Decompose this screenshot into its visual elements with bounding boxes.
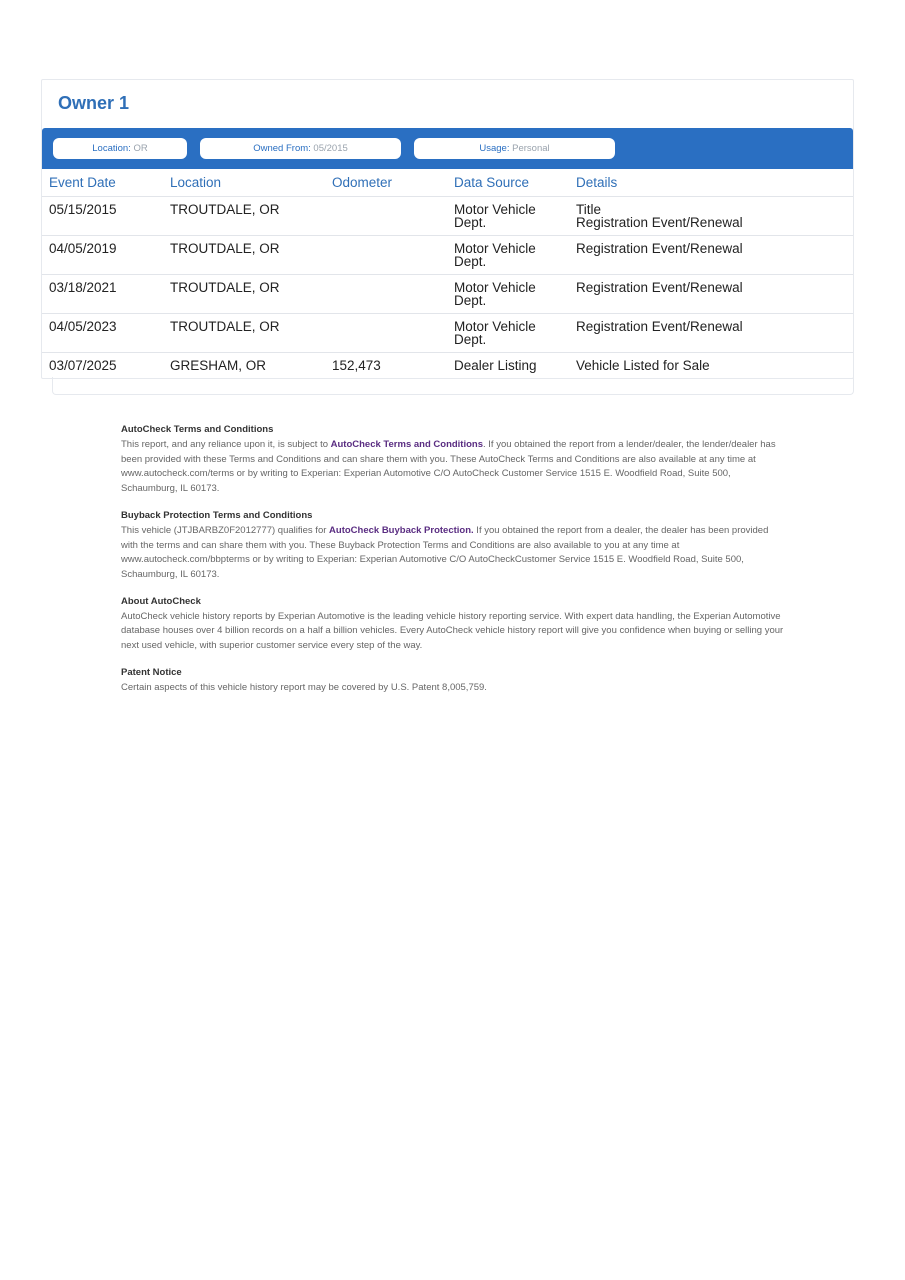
autocheck-terms-link[interactable]: AutoCheck Terms and Conditions — [330, 439, 484, 450]
details-cell — [569, 197, 853, 236]
location-pill — [53, 138, 187, 159]
location-pill-label: Location: — [92, 143, 131, 154]
details-line: Title — [576, 202, 602, 217]
patent-notice-text: Certain aspects of this vehicle history report may be covered by U.S. Patent 8,005,759. — [121, 681, 487, 693]
owner-card-footer-edge — [52, 377, 854, 395]
owner-title: Owner 1 — [58, 93, 130, 113]
column-header-data-source: Data Source — [447, 169, 569, 197]
location-cell: GRESHAM, OR — [170, 358, 267, 373]
usage-pill-label: Usage: — [479, 143, 510, 154]
location-cell: TROUTDALE, OR — [163, 275, 325, 314]
autocheck-terms-block — [121, 423, 786, 497]
location-pill-value: OR — [133, 143, 148, 154]
ownership-history-table — [42, 169, 853, 380]
data-source-line: Motor Vehicle — [454, 202, 536, 217]
table-row — [42, 353, 853, 381]
data-source-cell — [447, 197, 569, 236]
data-source-line: Dept. — [454, 292, 487, 308]
data-source-line: Dept. — [454, 331, 487, 347]
table-header-row — [42, 169, 853, 197]
about-autocheck-block — [121, 595, 786, 654]
buyback-terms-text-before: This vehicle (JTJBARBZ0F2012777) qualifies for — [121, 524, 330, 536]
autocheck-terms-text — [121, 438, 786, 497]
data-source-line: Motor Vehicle — [454, 280, 536, 295]
patent-notice-heading: Patent Notice — [121, 666, 182, 678]
data-source-line: Dept. — [454, 253, 487, 269]
details-line: Registration Event/Renewal — [576, 280, 743, 295]
details-cell — [569, 236, 853, 275]
event-date-cell: 03/18/2021 — [42, 275, 163, 314]
details-line: Registration Event/Renewal — [576, 241, 743, 256]
owner-card — [41, 79, 854, 379]
data-source-line: Motor Vehicle — [454, 319, 536, 334]
table-row — [42, 236, 853, 275]
table-row — [42, 275, 853, 314]
location-cell: TROUTDALE, OR — [163, 236, 325, 275]
autocheck-terms-text-before: This report, and any reliance upon it, is subject to — [121, 439, 331, 450]
data-source-cell — [447, 236, 569, 275]
details-line: Registration Event/Renewal — [576, 214, 743, 230]
buyback-protection-link[interactable]: AutoCheck Buyback Protection. — [329, 524, 474, 536]
odometer-cell: 152,473 — [332, 358, 381, 373]
autocheck-terms-text-after: . If you obtained the report from a lender/dealer, the lender/dealer has been provided with these Terms and Conditions and can share them with you. These AutoCheck Terms and Conditions are also available at any time at www.autocheck.com/terms or by writing to Experian: Experian Automotive C/O AutoCheck Customer Service 1515 E. Woodfield Road, Suite 500, Schaumburg, IL 60173. — [121, 439, 776, 495]
column-header-odometer: Odometer — [325, 169, 447, 197]
buyback-terms-block — [121, 509, 786, 583]
event-date-cell: 05/15/2015 — [42, 197, 163, 236]
location-cell: TROUTDALE, OR — [163, 314, 325, 353]
odometer-cell — [325, 236, 447, 275]
details-cell — [569, 275, 853, 314]
event-date-cell: 04/05/2023 — [42, 314, 163, 353]
buyback-terms-text — [121, 524, 786, 583]
event-date-cell: 03/07/2025 — [49, 358, 117, 373]
column-header-details: Details — [569, 169, 853, 197]
data-source-cell — [447, 275, 569, 314]
buyback-terms-heading: Buyback Protection Terms and Conditions — [121, 509, 313, 521]
column-header-event-date: Event Date — [42, 169, 163, 197]
patent-notice-block — [121, 666, 786, 696]
owned-from-pill — [200, 138, 401, 159]
autocheck-terms-heading: AutoCheck Terms and Conditions — [121, 424, 274, 435]
table-row — [42, 314, 853, 353]
usage-pill-value: Personal — [512, 143, 550, 154]
odometer-cell — [325, 314, 447, 353]
event-date-cell: 04/05/2019 — [42, 236, 163, 275]
location-cell: TROUTDALE, OR — [163, 197, 325, 236]
usage-pill — [414, 138, 615, 159]
about-autocheck-heading: About AutoCheck — [121, 595, 201, 607]
data-source-line: Motor Vehicle — [454, 241, 536, 256]
details-cell: Vehicle Listed for Sale — [576, 358, 710, 373]
details-line: Registration Event/Renewal — [576, 319, 743, 334]
details-cell — [569, 314, 853, 353]
about-autocheck-text: AutoCheck vehicle history reports by Experian Automotive is the leading vehicle history reporting service. With expert data handling, the Experian Automotive database houses over 4 billion records on a half a billion vehicles. Every AutoCheck vehicle history report will give you confidence when buying or selling your next used vehicle, with superior customer service every step of the way. — [121, 610, 784, 652]
data-source-cell: Dealer Listing — [454, 358, 537, 373]
buyback-terms-text-after: If you obtained the report from a dealer, the dealer has been provided with the terms and can share them with you. These Buyback Protection Terms and Conditions are also available to you at any time at www.autocheck.com/bbpterms or by writing to Experian: Experian Automotive C/O AutoCheckCustomer Service 1515 E. Woodfield Road, Suite 500, Schaumburg, IL 60173. — [121, 524, 769, 580]
odometer-cell — [325, 197, 447, 236]
data-source-line: Dept. — [454, 214, 487, 230]
owned-from-pill-label: Owned From: — [253, 143, 311, 154]
table-row — [42, 197, 853, 236]
terms-section — [121, 423, 786, 707]
data-source-cell — [447, 314, 569, 353]
owner-summary-bar — [42, 128, 853, 169]
column-header-location: Location — [163, 169, 325, 197]
owned-from-pill-value: 05/2015 — [313, 143, 348, 154]
odometer-cell — [325, 275, 447, 314]
